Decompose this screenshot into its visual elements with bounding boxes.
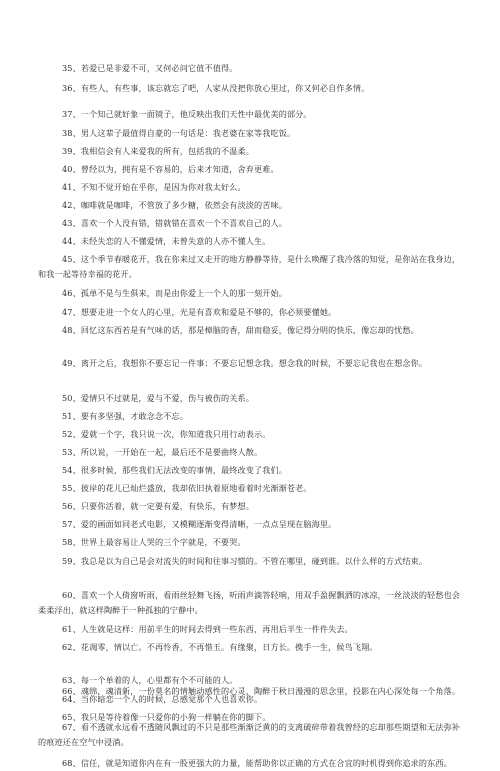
list-item: 38、男人这辈子最值得自豪的一句话是：我老婆在家等我吃饭。 [62, 128, 296, 139]
list-item: 65、我只是等待着像一只爱你的小狗一样躺在你的脚下。 [62, 712, 271, 723]
list-item: 53、所以说，一开始在一起，最后还不是要曲终人散。 [62, 447, 263, 458]
list-item: 63、每一个单着的人，心里都有个不可能的人。 [62, 675, 238, 686]
list-item: 43、喜欢一个人没有错，错就错在喜欢一个不喜欢自己的人。 [62, 218, 287, 229]
list-item: 46、孤单不是与生俱来，而是由你爱上一个人的那一刻开始。 [62, 288, 287, 299]
list-item: 35、若爱已是非爱不可，又何必问它值不值得。 [62, 63, 238, 74]
list-item: 47、想要走进一个女人的心里，光是有喜欢和爱是不够的，你必须要懂她。 [62, 307, 337, 318]
list-item: 66、魂绵，魂清新，一份莫名的情触动感性的心灵，陶醉于秋日漫漫的思念里，投影在内心深处每一个角落。 [62, 686, 461, 697]
list-item: 58、世界上最容易让人哭的三个字就是，不要哭。 [62, 537, 246, 548]
list-item: 67、看不透就永远看不透随风飘过的不只是那些渐渐泛黄的的支离破碎带着我曾经的忘却那些期望和无法弥补的痕迹还在空气中浸淌。 [38, 722, 461, 748]
list-item: 59、我总是以为自己是会对流失的时间和往事习惯的。不管在哪里，碰到谁。以什么样的方式结束。 [62, 556, 428, 567]
list-item: 50、爱情只不过就是，爱与不爱，伤与被伤的关系。 [62, 393, 254, 404]
list-item: 39、我相信会有人来爱我的所有，包括我的不温柔。 [62, 146, 254, 157]
list-item: 54、很多时候，那些我们无法改变的事情，最终改变了我们。 [62, 465, 287, 476]
list-item: 64、当你暗恋一个人的时候，总感觉那个人也喜欢你。 [62, 694, 263, 705]
list-item: 52、爱就一个字，我只说一次，你知道我只用行动表示。 [62, 429, 271, 440]
list-item: 42、咖啡就是咖啡，不管放了多少糖，依然会有淡淡的苦味。 [62, 200, 287, 211]
list-item: 48、回忆这东西若是有气味的话，那是樟脑的香，甜而稳妥，像记得分明的快乐，像忘却的忧愁。 [62, 325, 419, 336]
list-item: 55、彼岸的花儿已灿烂盛放，我却依旧执着原地看着时光渐渐苍老。 [62, 483, 312, 494]
list-item: 56、只要你活着，就一定要有爱，有快乐，有梦想。 [62, 501, 254, 512]
list-item: 41、不知不觉开始在乎你，是因为你对我太好么。 [62, 182, 246, 193]
list-item: 61、人生就是这样：用前半生的时间去得到一些东西，再用后半生一件件失去。 [62, 624, 353, 635]
list-item: 40、曾经以为，拥有是不容易的，后来才知道，舍弃更难。 [62, 164, 279, 175]
list-item: 45、这个季节春暖花开，我在你来过又走开的地方静静等待，是什么唤醒了我冷落的知觉，是你站在我身边，和我一起等待幸福的花开。 [38, 254, 461, 280]
list-item: 57、爱的画面如同老式电影，又模糊逐渐变得清晰，一点点呈现在脑海里。 [62, 519, 337, 530]
list-item: 62、花凋零，情以亡。不再怜香，不再惜玉。有缘聚，日方长。携手一生，候鸟飞翔。 [62, 642, 378, 653]
list-item: 44、未经失恋的人不懂爱情，未曾失意的人亦不懂人生。 [62, 236, 271, 247]
list-item: 60、喜欢一个人倚窗听雨，看雨丝轻舞飞扬，听雨声滴答轻响，用双手盈握飘洒的冰凉，一丝淡淡的轻愁也会柔柔浮出，就这样陶醉于一种孤独的宁静中。 [38, 590, 461, 616]
list-item: 37、一个知己就好象一面镜子，他反映出我们天性中最优美的部分。 [62, 109, 312, 120]
list-item: 68、信任，就是知道你内在有一股更强大的力量，能帮助你以正确的方式在合宜的时机得到你追求的东西。 [62, 758, 452, 769]
list-item: 36、有些人，有些事，该忘就忘了吧，人家从没把你放心里过，你又何必自作多情。 [62, 83, 370, 94]
list-item: 49、离开之后，我想你不要忘记一件事：不要忘记想念我。想念我的时候，不要忘记我也在想念你。 [62, 358, 428, 369]
list-item: 51、要有多坚强，才敢念念不忘。 [62, 411, 189, 422]
